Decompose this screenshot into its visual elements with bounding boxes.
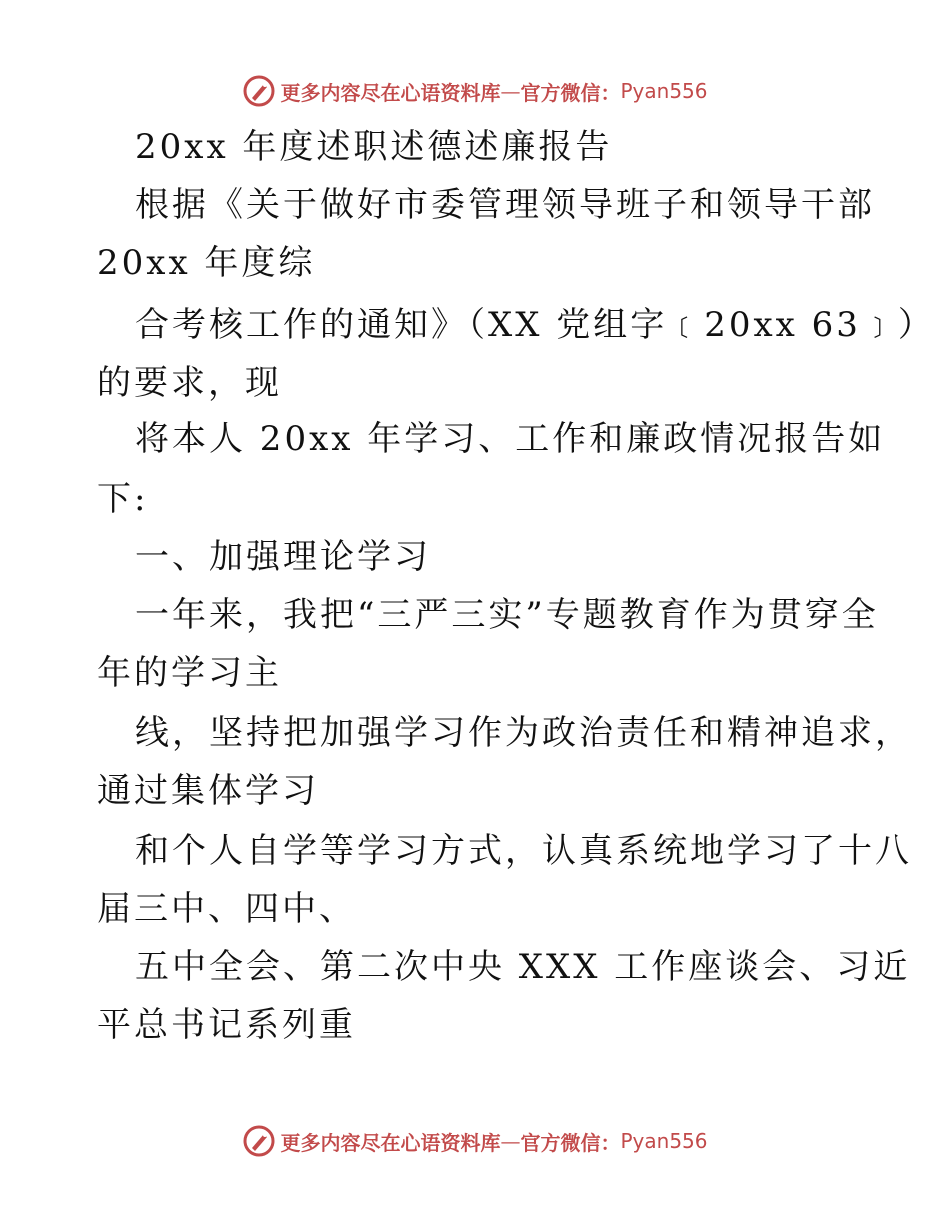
body-line: 届三中、四中、: [97, 889, 356, 929]
pen-nib-logo-icon: [242, 1124, 276, 1158]
section-heading: 一、加强理论学习: [135, 537, 431, 577]
body-line: 20xx 年度综: [97, 243, 316, 283]
body-line: 将本人 20xx 年学习、工作和廉政情况报告如: [135, 419, 886, 459]
footer-banner: [0, 1121, 950, 1161]
body-line: 合考核工作的通知》（XX 党组字﹝20xx 63﹞）: [135, 305, 935, 345]
body-line: 平总书记系列重: [97, 1005, 356, 1045]
header-banner: [0, 71, 950, 111]
banner-dash: —: [500, 1129, 521, 1153]
body-line: 和个人自学等学习方式，认真系统地学习了十八: [135, 831, 912, 871]
banner-wechat-handle: Pyan556: [620, 79, 708, 103]
banner-wechat-label: 官方微信：: [520, 80, 621, 105]
body-line: 五中全会、第二次中央 XXX 工作座谈会、习近: [135, 947, 911, 987]
banner-site-name: 更多内容尽在心语资料库: [280, 80, 501, 105]
body-line: 通过集体学习: [97, 771, 319, 811]
body-line: 的要求，现: [97, 363, 282, 403]
banner-dash: —: [500, 79, 521, 103]
pen-nib-logo-icon: [242, 74, 276, 108]
document-title: 20xx 年度述职述德述廉报告: [135, 127, 613, 167]
body-line: 线，坚持把加强学习作为政治责任和精神追求，: [135, 713, 912, 753]
body-line: 一年来，我把“三严三实”专题教育作为贯穿全: [135, 595, 879, 635]
body-line: 根据《关于做好市委管理领导班子和领导干部: [135, 185, 875, 225]
body-line: 年的学习主: [97, 653, 282, 693]
banner-wechat-label: 官方微信：: [520, 1130, 621, 1155]
banner-wechat-handle: Pyan556: [620, 1129, 708, 1153]
body-line: 下:: [97, 479, 149, 519]
banner-site-name: 更多内容尽在心语资料库: [280, 1130, 501, 1155]
